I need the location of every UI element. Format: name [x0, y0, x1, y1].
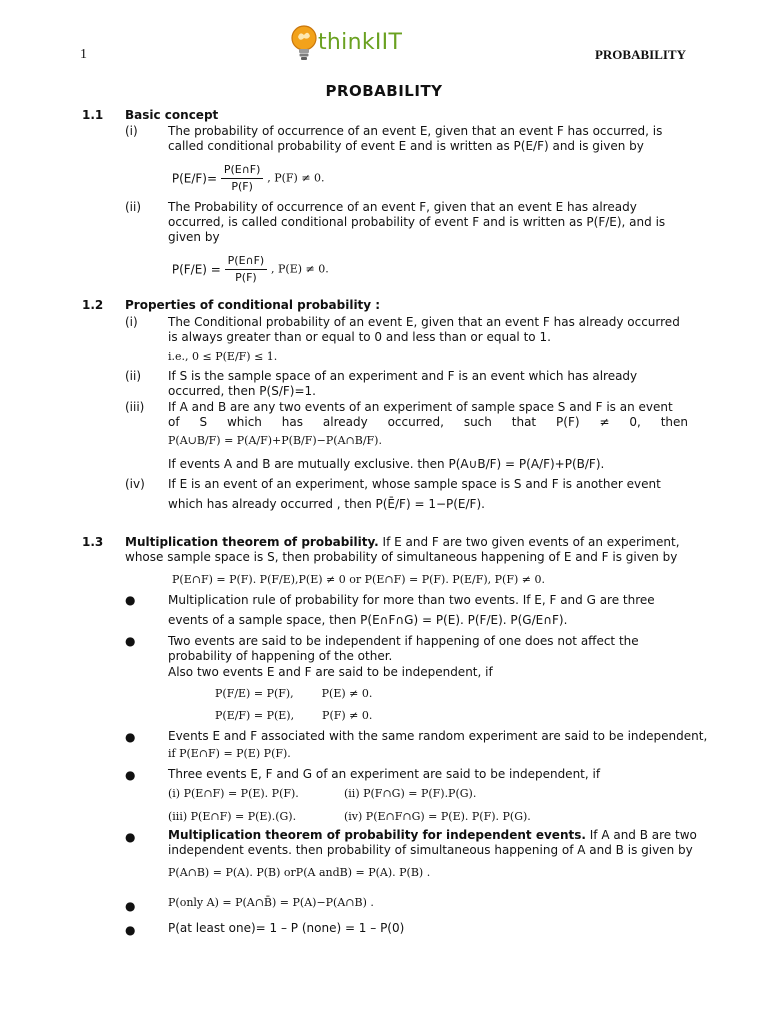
- lightbulb-icon: [290, 24, 318, 64]
- section-1-2-heading: Properties of conditional probability :: [125, 298, 381, 312]
- formula-conditional-e-given-f: P(E/F)= $\frac{P(E\cap F)}{P(F)}$ , P(F) ≠ 0.: [171, 163, 325, 193]
- text-line: Multiplication rule of probability for more than two events. If E, F and G are three: [168, 593, 655, 607]
- text-line: Also two events E and F are said to be independent, if: [168, 665, 493, 679]
- fraction-denominator: P(F): [235, 271, 257, 284]
- formula-line: (iv) P(E∩F∩G) = P(E). P(F). P(G).: [344, 810, 531, 823]
- fraction-numerator: P(E∩F): [225, 254, 268, 270]
- item-label: (iii): [125, 400, 145, 414]
- formula-conditional-f-given-e: P(F/E) = $\frac{P(E\cap F)}{P(F)}$ , P(E) ≠ 0.: [171, 254, 329, 284]
- formula-line: P(A∪B/F) = P(A/F)+P(B/F)−P(A∩B/F).: [168, 434, 382, 447]
- section-1-3-line-1: Multiplication theorem of probability. If E and F are two given events of an experiment,: [125, 535, 680, 549]
- page-title: PROBABILITY: [325, 82, 443, 100]
- text-line: whose sample space is S, then probability of simultaneous happening of E and F is given by: [125, 550, 678, 564]
- fraction-numerator: P(E∩F): [221, 163, 264, 179]
- formula-line: (iii) P(E∩F) = P(E).(G).: [168, 810, 297, 823]
- text-line: The Probability of occurrence of an event F, given that an event E has already: [168, 200, 637, 214]
- section-1-3-number: 1.3: [82, 535, 104, 549]
- bullet-icon: ●: [125, 730, 136, 744]
- text-line: called conditional probability of event E and is written as P(E/F) and is given by: [168, 139, 644, 153]
- formula-line: P(only A) = P(A∩B̄) = P(A)−P(A∩B) .: [168, 896, 374, 909]
- bullet-icon: ●: [125, 899, 136, 913]
- text-line: given by: [168, 230, 220, 244]
- formula-line: P(E/F) = P(E), P(F) ≠ 0.: [215, 709, 373, 722]
- text-line: probability of happening of the other.: [168, 649, 393, 663]
- text-line: Two events are said to be independent if happening of one does not affect the: [168, 634, 639, 648]
- bullet-icon: ●: [125, 830, 136, 844]
- text-line: P(at least one)= 1 – P (none) = 1 – P(0): [168, 921, 405, 935]
- bullet-icon: ●: [125, 634, 136, 648]
- text-line: which has already occurred , then P(Ē/F) = 1−P(E/F).: [168, 497, 485, 511]
- page-number: 1: [80, 47, 87, 62]
- text-line: Events E and F associated with the same random experiment are said to be independent,: [168, 729, 708, 743]
- text-line: is always greater than or equal to 0 and less than or equal to 1.: [168, 330, 551, 344]
- section-1-3-heading: Multiplication theorem of probability.: [125, 535, 379, 549]
- text-line: The Conditional probability of an event E, given that an event F has already occurred: [168, 315, 680, 329]
- formula-line: (i) P(E∩F) = P(E). P(F).: [168, 787, 299, 800]
- formula-line: P(E∩F) = P(F). P(F/E),P(E) ≠ 0 or P(E∩F) = P(F). P(E/F), P(F) ≠ 0.: [172, 573, 545, 586]
- item-label: (ii): [125, 200, 142, 214]
- formula-line: (ii) P(F∩G) = P(F).P(G).: [344, 787, 477, 800]
- text-line-justified: of S which has already occurred, such that P(F) ≠ 0, then: [168, 415, 688, 429]
- section-1-2-number: 1.2: [82, 298, 104, 312]
- text-line: Three events E, F and G of an experiment are said to be independent, if: [168, 767, 601, 781]
- bullet-icon: ●: [125, 593, 136, 607]
- logo: [290, 22, 440, 68]
- bullet-icon: ●: [125, 768, 136, 782]
- fraction-denominator: P(F): [231, 180, 253, 193]
- text-line: occurred, is called conditional probability of event F and is written as P(F/E), and is: [168, 215, 666, 229]
- section-1-1-heading: Basic concept: [125, 108, 219, 122]
- item-label: (ii): [125, 369, 142, 383]
- text-line: occurred, then P(S/F)=1.: [168, 384, 316, 398]
- item-label: (i): [125, 124, 138, 138]
- item-label: (iv): [125, 477, 145, 491]
- formula-line: if P(E∩F) = P(E) P(F).: [168, 747, 291, 760]
- bullet-icon: ●: [125, 923, 136, 937]
- formula-line: i.e., 0 ≤ P(E/F) ≤ 1.: [168, 350, 278, 363]
- logo-text: thinkIIT: [318, 30, 403, 55]
- text-line: The probability of occurrence of an event E, given that an event F has occurred, is: [168, 124, 663, 138]
- formula-line: P(A∩B) = P(A). P(B) orP(A andB) = P(A). P(B) .: [168, 866, 431, 879]
- running-head: PROBABILITY: [594, 47, 686, 62]
- section-1-1-number: 1.1: [82, 108, 104, 122]
- text-line: If events A and B are mutually exclusive. then P(A∪B/F) = P(A/F)+P(B/F).: [168, 457, 605, 471]
- item-label: (i): [125, 315, 138, 329]
- formula-line: P(F/E) = P(F), P(E) ≠ 0.: [215, 687, 373, 700]
- text-line: events of a sample space, then P(E∩F∩G) = P(E). P(F/E). P(G/E∩F).: [168, 613, 568, 627]
- text-line: If E is an event of an experiment, whose sample space is S and F is another event: [168, 477, 661, 491]
- text-line: If A and B are any two events of an experiment of sample space S and F is an event: [168, 400, 673, 414]
- text-line: If S is the sample space of an experiment and F is an event which has already: [168, 369, 638, 383]
- text-line: independent events. then probability of simultaneous happening of A and B is given by: [168, 843, 693, 857]
- text-line: Multiplication theorem of probability for independent events. If A and B are two: [168, 828, 697, 842]
